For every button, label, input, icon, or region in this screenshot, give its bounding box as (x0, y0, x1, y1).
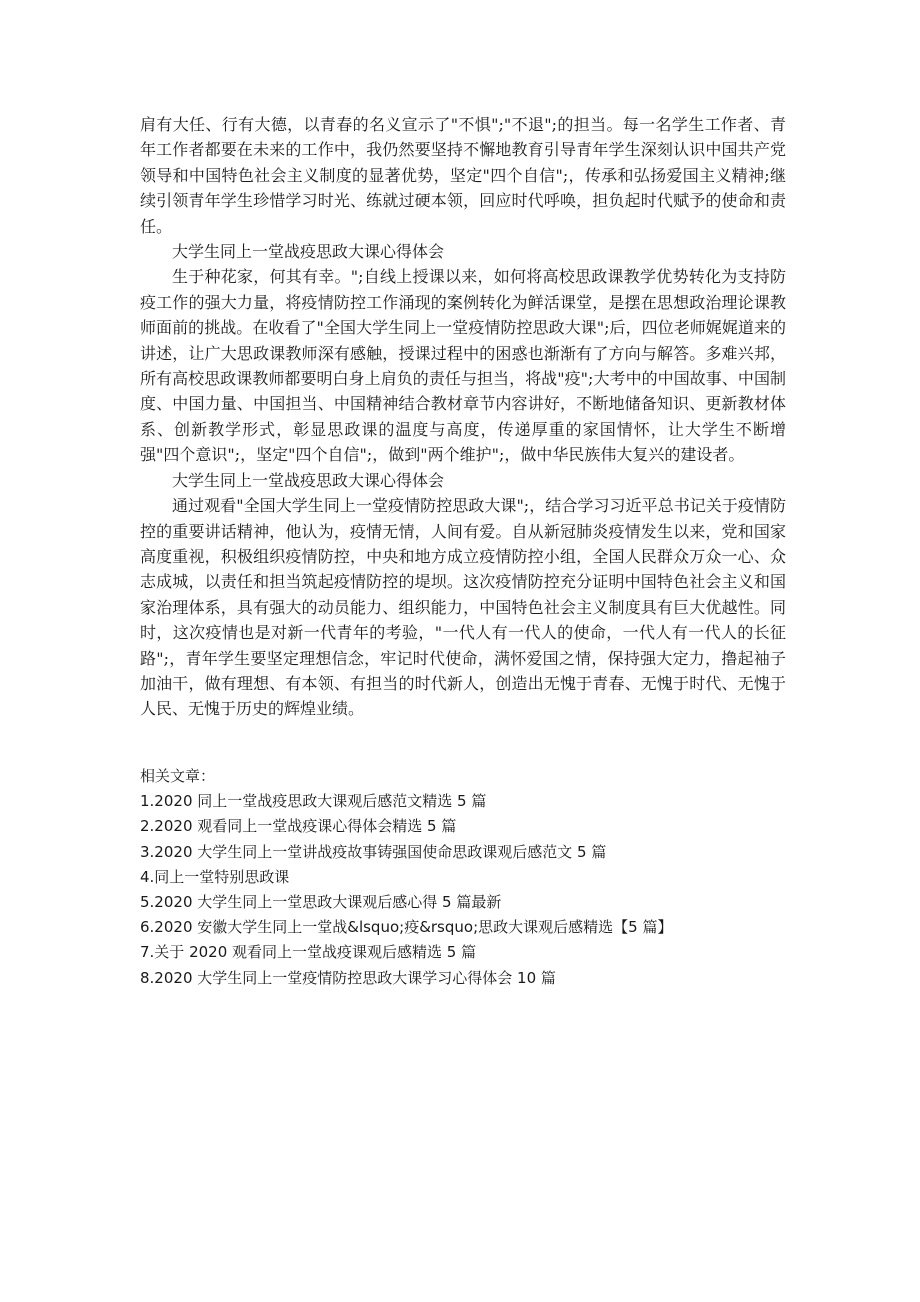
article-paragraph: 通过观看"全国大学生同上一堂疫情防控思政大课";，结合学习习近平总书记关于疫情防控的重要讲话精神，他认为，疫情无情，人间有爱。自从新冠肺炎疫情发生以来，党和国家高度重视，积极组织疫情防控，中央和地方成立疫情防控小组，全国人民群众万众一心、众志成城，以责任和担当筑起疫情防控的堤坝。这次疫情防控充分证明中国特色社会主义和国家治理体系，具有强大的动员能力、组织能力，中国特色社会主义制度具有巨大优越性。同时，这次疫情也是对新一代青年的考验，"一代人有一代人的使命，一代人有一代人的长征路";，青年学生要坚定理想信念，牢记时代使命，满怀爱国之情，保持强大定力，撸起袖子加油干，做有理想、有本领、有担当的时代新人，创造出无愧于青春、无愧于时代、无愧于人民、无愧于历史的辉煌业绩。 (140, 496, 786, 719)
section-heading: 大学生同上一堂战疫思政大课心得体会 (172, 242, 445, 262)
article-paragraph: 生于种花家，何其有幸。";自线上授课以来，如何将高校思政课教学优势转化为支持防疫工作的强大力量，将疫情防控工作涌现的案例转化为鲜活课堂，是摆在思想政治理论课教师面前的挑战。在收看了"全国大学生同上一堂疫情防控思政大课";后，四位老师娓娓道来的讲述，让广大思政课教师深有感触，授课过程中的困惑也渐渐有了方向与解答。多难兴邦，所有高校思政课教师都要明白身上肩负的责任与担当，将战"疫";大考中的中国故事、中国制度、中国力量、中国担当、中国精神结合教材章节内容讲好，不断地储备知识、更新教材体系、创新教学形式，彰显思政课的温度与高度，传递厚重的家国情怀，让大学生不断增强"四个意识";，坚定"四个自信";，做到"两个维护";，做中华民族伟大复兴的建设者。 (140, 267, 786, 465)
related-article-link[interactable]: 7.关于 2020 观看同上一堂战疫课观后感精选 5 篇 (140, 943, 477, 962)
article-body (140, 112, 786, 722)
related-article-link[interactable]: 3.2020 大学生同上一堂讲战疫故事铸强国使命思政课观后感范文 5 篇 (140, 842, 607, 861)
related-article-link[interactable]: 5.2020 大学生同上一堂思政大课观后感心得 5 篇最新 (140, 893, 502, 912)
related-articles-title: 相关文章： (140, 767, 216, 785)
article-paragraph: 肩有大任、行有大德，以青春的名义宣示了"不惧";"不退";的担当。每一名学生工作者、青年工作者都要在未来的工作中，我仍然要坚持不懈地教育引导青年学生深刻认识中国共产党领导和中国特色社会主义制度的显著优势，坚定"四个自信";，传承和弘扬爱国主义精神;继续引领青年学生珍惜学习时光、练就过硬本领，回应时代呼唤，担负起时代赋予的使命和责任。 (140, 115, 786, 236)
related-articles (140, 764, 840, 991)
section-heading: 大学生同上一堂战疫思政大课心得体会 (172, 470, 445, 490)
related-articles-list (140, 789, 840, 991)
related-article-link[interactable]: 2.2020 观看同上一堂战疫课心得体会精选 5 篇 (140, 817, 457, 836)
related-article-link[interactable]: 8.2020 大学生同上一堂疫情防控思政大课学习心得体会 10 篇 (140, 968, 556, 987)
related-article-link[interactable]: 1.2020 同上一堂战疫思政大课观后感范文精选 5 篇 (140, 792, 487, 811)
related-article-link[interactable]: 4.同上一堂特别思政课 (140, 867, 290, 886)
related-article-link[interactable]: 6.2020 安徽大学生同上一堂战&lsquo;疫&rsquo;思政大课观后感精选【5 篇】 (140, 918, 673, 937)
